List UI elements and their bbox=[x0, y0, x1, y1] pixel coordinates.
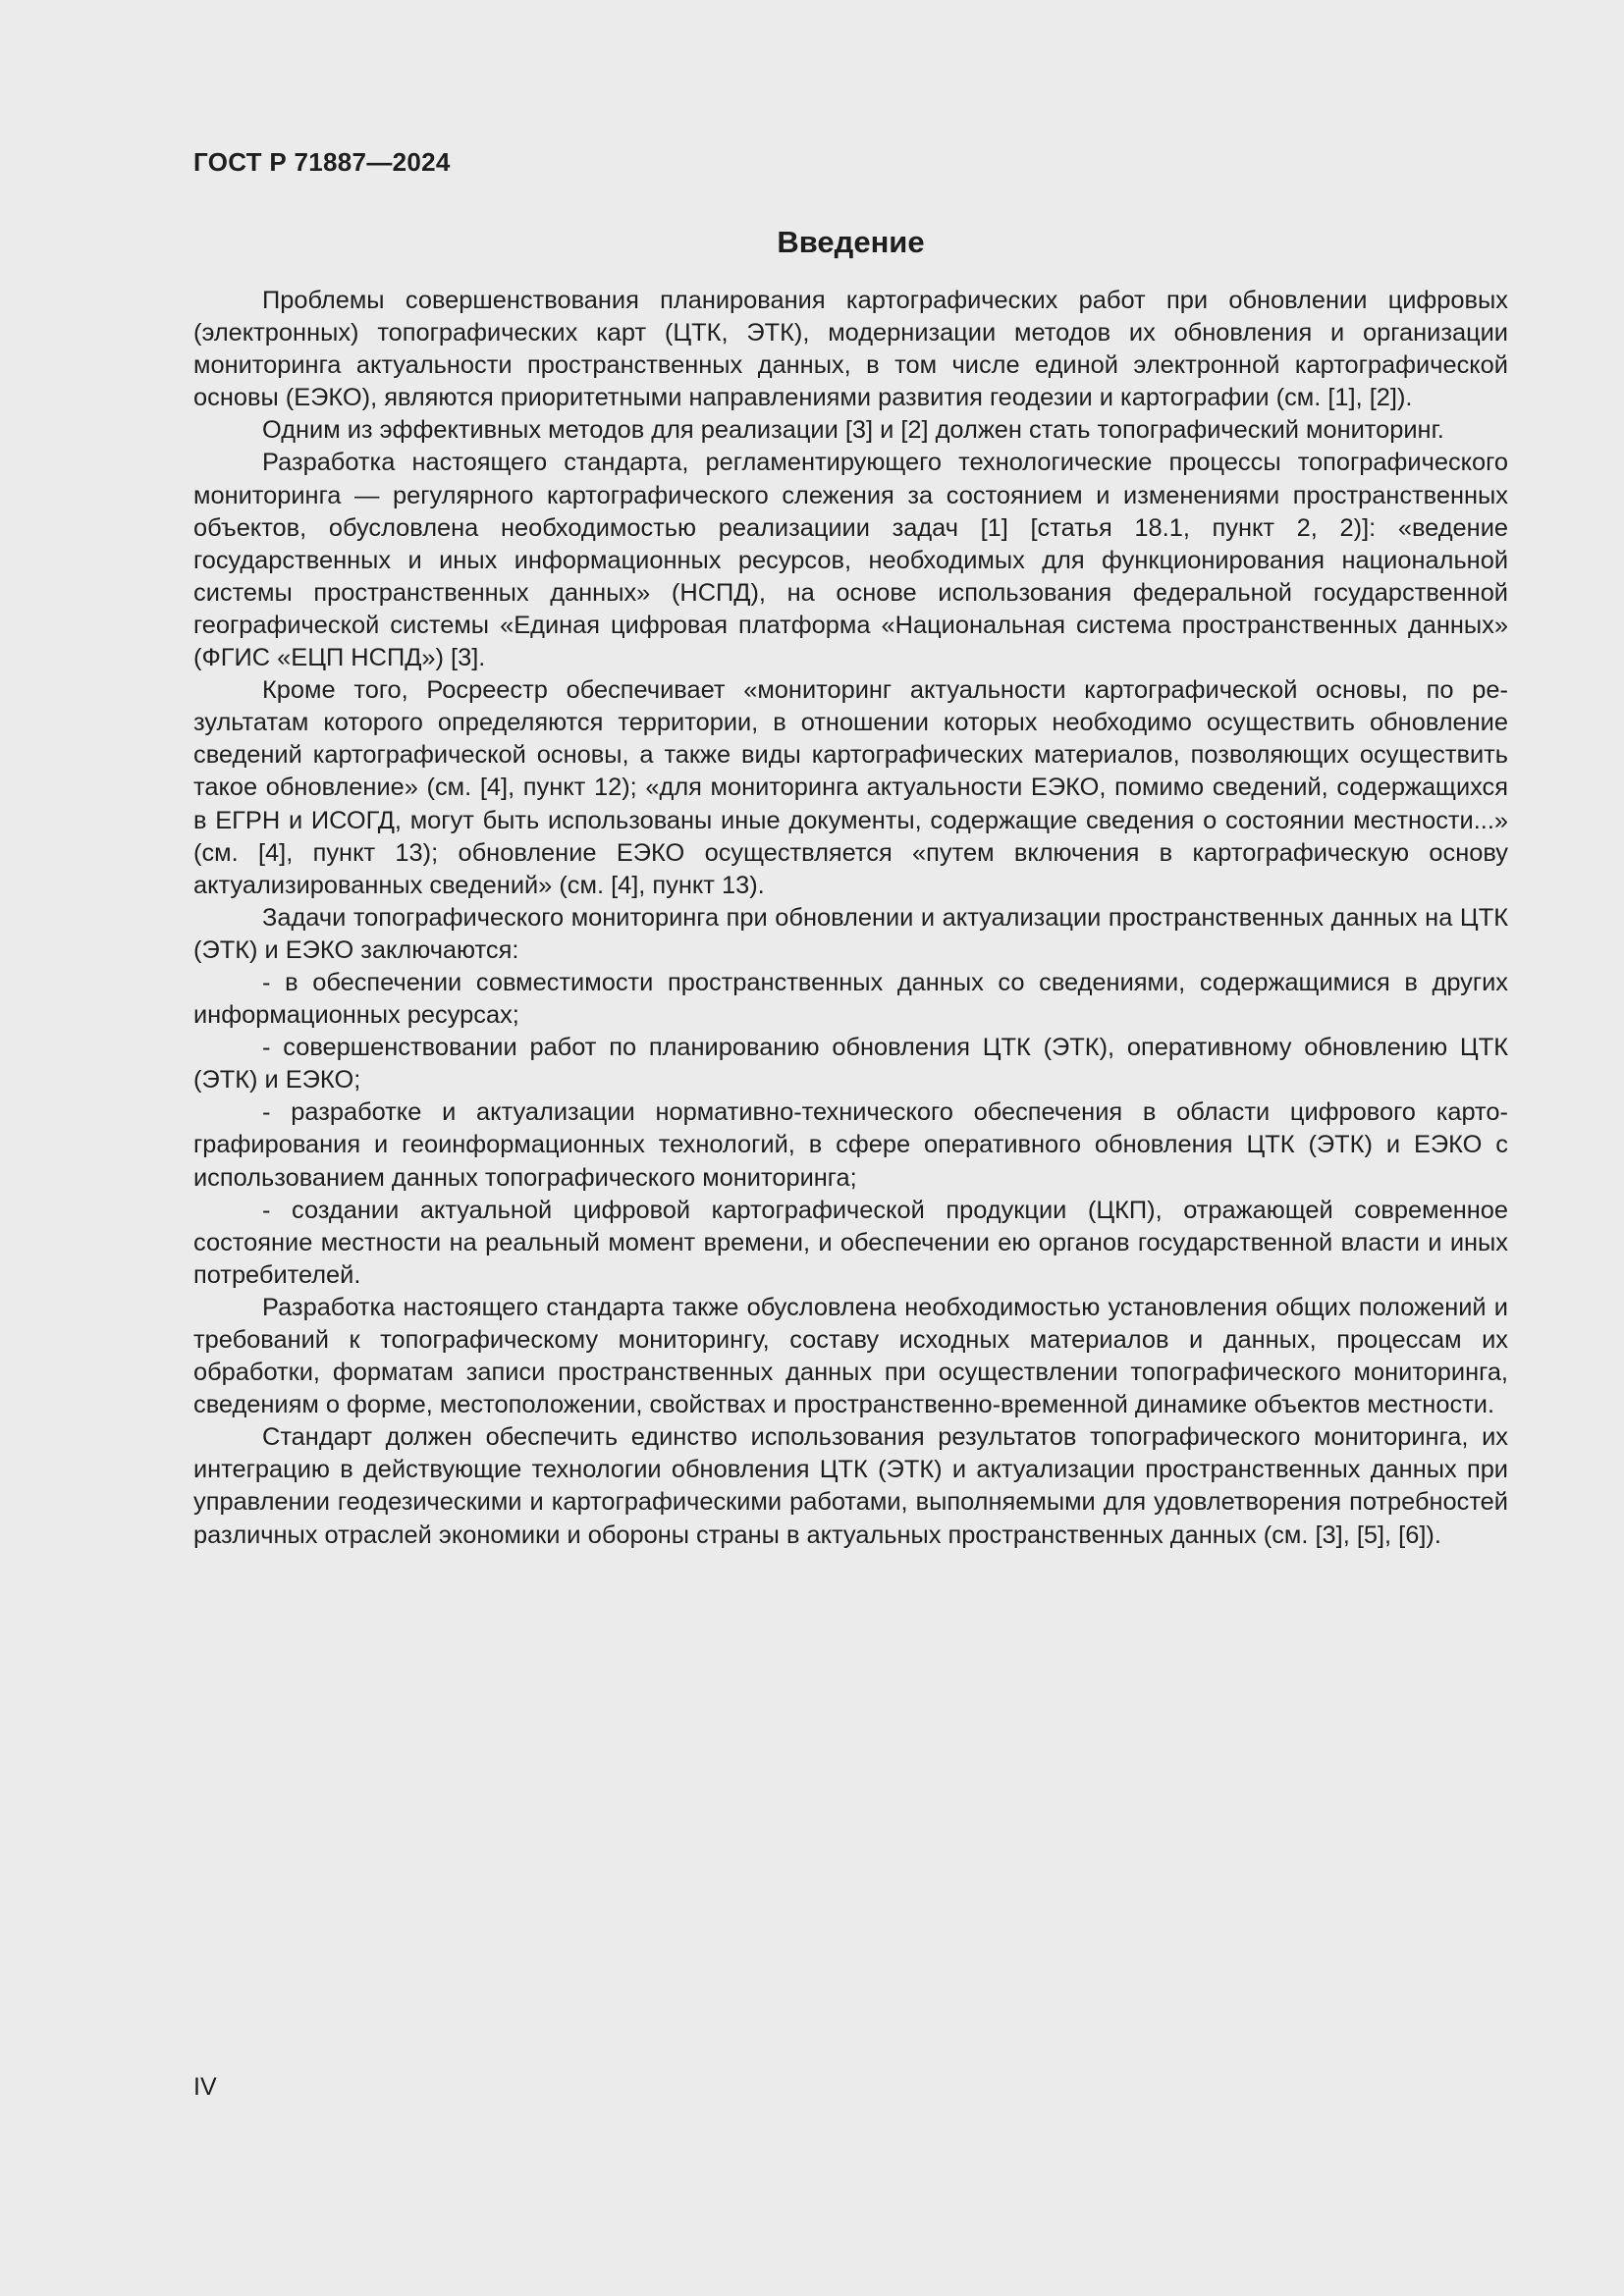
paragraph: Разработка настоящего стандарта, регламентирующего технологические процессы топографического мониторинга — регулярного картографического слежения за состоянием и изменениями пространственных объектов, обусловлена необходимостью реализациии задач [1] [статья 18.1, пункт 2, 2)]: «ведение государственных и иных информационных ресурсов, необходимых для функционирования национальной системы пространственных данных» (НСПД), на основе использования федеральной государственной географической системы «Единая цифровая платформа «Национальная система пространственных данных» (ФГИС «ЕЦП НСПД») [3]. bbox=[193, 449, 1508, 672]
body-text bbox=[193, 285, 1508, 1552]
document-header: ГОСТ Р 71887—2024 bbox=[193, 147, 451, 177]
list-item: - совершенствовании работ по планированию обновления ЦТК (ЭТК), оперативному обновлению ЦТК (ЭТК) и ЕЭКО; bbox=[193, 1034, 1508, 1095]
paragraph: Разработка настоящего стандарта также обусловлена необходимостью установления общих положений и требований к топографическому мониторингу, составу исходных материалов и данных, процессам их обработки, форматам записи пространственных данных при осуществлении топографического мониторинга, сведениям о форме, местоположении, свойствах и пространственно-временной динамике объектов местности. bbox=[193, 1293, 1508, 1419]
list-item: - разработке и актуализации нормативно-технического обеспечения в области цифрового картографирования и геоинформационных технологий, в сфере оперативного обновления ЦТК (ЭТК) и ЕЭКО с использованием данных топографического мониторинга; bbox=[193, 1098, 1508, 1192]
paragraph: Стандарт должен обеспечить единство использования результатов топографического мониторинга, их интеграцию в действующие технологии обновления ЦТК (ЭТК) и актуализации пространственных данных при управлении геодезическими и картографическими работами, выполняемыми для удовлетворения потребностей различных отраслей экономики и обороны страны в актуальных пространственных данных (см. [3], [5], [6]). bbox=[193, 1423, 1508, 1549]
list-item: - в обеспечении совместимости пространственных данных со сведениями, содержащимися в других информационных ресурсах; bbox=[193, 968, 1508, 1030]
paragraph: Одним из эффективных методов для реализации [3] и [2] должен стать топографический мониторинг. bbox=[262, 416, 1444, 445]
paragraph: Кроме того, Росреестр обеспечивает «мониторинг актуальности картографической основы, по результатам которого определяются территории, в отношении которых необходимо осуществить обновление сведений картографической основы, а также виды картографических материалов, позволяющих осуществить такое обновление» (см. [4], пункт 12); «для мониторинга актуальности ЕЭКО, помимо сведений, содержащихся в ЕГРН и ИСОГД, могут быть использованы иные документы, содержащие сведения о состоянии местности...» (см. [4], пункт 13); обновление ЕЭКО осуществляется «путем включения в картографическую основу актуализированных сведений» (см. [4], пункт 13). bbox=[193, 676, 1508, 899]
paragraph: Задачи топографического мониторинга при обновлении и актуализации пространственных данных на ЦТК (ЭТК) и ЕЭКО заключаются: bbox=[193, 903, 1508, 964]
section-title: Введение bbox=[777, 225, 925, 259]
list-item: - создании актуальной цифровой картографической продукции (ЦКП), отражающей современное состояние местности на реальный момент времени, и обеспечении ею органов государственной власти и иных потребителей. bbox=[193, 1196, 1508, 1289]
page-number: IV bbox=[193, 2073, 217, 2101]
paragraph: Проблемы совершенствования планирования картографических работ при обновлении цифровых (электронных) топографических карт (ЦТК, ЭТК), модернизации методов их обновления и организации мониторинга актуальности пространственных данных, в том числе единой электронной картографической основы (ЕЭКО), являются приоритетными направлениями развития геодезии и картографии (см. [1], [2]). bbox=[193, 287, 1508, 412]
